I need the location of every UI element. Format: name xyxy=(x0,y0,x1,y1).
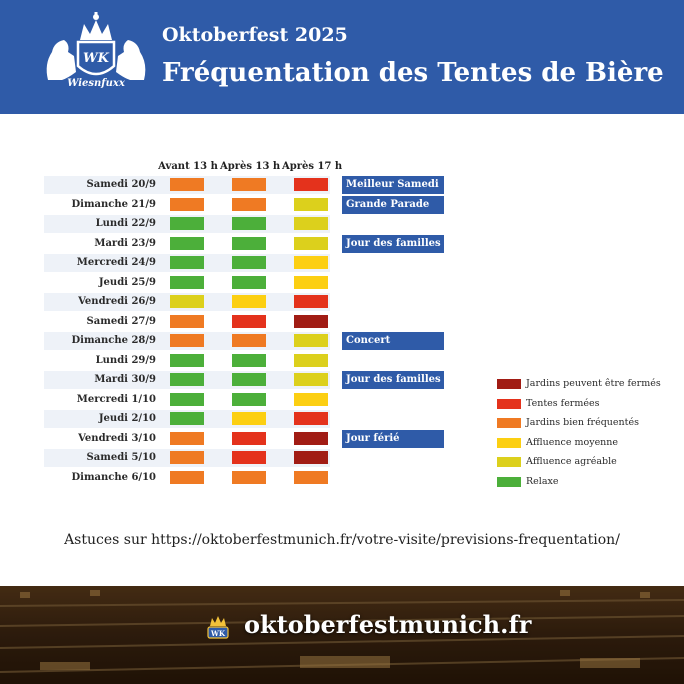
legend-label: Affluence agréable xyxy=(526,456,617,467)
row-date: Samedi 27/9 xyxy=(86,316,156,327)
attendance-cell-affluence-moyenne xyxy=(232,295,266,308)
tips-link-text: Astuces sur https://oktoberfestmunich.fr/votre-visite/previsions-frequentation/ xyxy=(64,532,620,548)
legend-swatch xyxy=(497,418,521,428)
attendance-cell-jardins-fermes xyxy=(294,432,328,445)
header-banner xyxy=(0,0,684,114)
attendance-cell-relaxe xyxy=(170,373,204,386)
logo-text: Wiesnfuxx xyxy=(67,78,125,89)
legend-label: Jardins peuvent être fermés xyxy=(526,378,661,389)
table-row xyxy=(44,313,330,331)
row-date: Lundi 29/9 xyxy=(95,355,156,366)
table-row xyxy=(44,235,330,253)
attendance-cell-relaxe xyxy=(232,237,266,250)
row-date: Dimanche 6/10 xyxy=(71,472,156,483)
legend-label: Relaxe xyxy=(526,476,559,487)
table-row xyxy=(44,469,330,487)
attendance-cell-relaxe xyxy=(232,217,266,230)
attendance-cell-jardins-bien xyxy=(170,432,204,445)
attendance-cell-jardins-bien xyxy=(232,334,266,347)
attendance-cell-relaxe xyxy=(232,354,266,367)
attendance-cell-relaxe xyxy=(170,256,204,269)
row-date: Mercredi 24/9 xyxy=(76,257,156,268)
page-title: Fréquentation des Tentes de Bière xyxy=(162,58,664,88)
legend-swatch xyxy=(497,438,521,448)
attendance-cell-tentes-fermees xyxy=(294,412,328,425)
attendance-cell-affluence-agreable xyxy=(294,217,328,230)
attendance-cell-tentes-fermees xyxy=(232,432,266,445)
site-name[interactable]: oktoberfestmunich.fr xyxy=(244,610,532,639)
attendance-cell-relaxe xyxy=(170,393,204,406)
attendance-cell-affluence-moyenne xyxy=(294,393,328,406)
attendance-cell-tentes-fermees xyxy=(232,315,266,328)
attendance-cell-affluence-moyenne xyxy=(294,276,328,289)
attendance-cell-affluence-agreable xyxy=(294,334,328,347)
attendance-cell-relaxe xyxy=(232,256,266,269)
table-row xyxy=(44,391,330,409)
row-date: Jeudi 2/10 xyxy=(98,413,156,424)
attendance-cell-jardins-bien xyxy=(232,178,266,191)
table-row xyxy=(44,371,330,389)
legend-swatch xyxy=(497,457,521,467)
attendance-cell-relaxe xyxy=(170,237,204,250)
legend-label: Jardins bien fréquentés xyxy=(526,417,639,428)
row-date: Mardi 23/9 xyxy=(94,238,156,249)
legend-swatch xyxy=(497,399,521,409)
attendance-cell-jardins-bien xyxy=(294,471,328,484)
row-date: Samedi 5/10 xyxy=(86,452,156,463)
row-date: Vendredi 3/10 xyxy=(78,433,156,444)
row-date: Mercredi 1/10 xyxy=(76,394,156,405)
legend-swatch xyxy=(497,379,521,389)
attendance-cell-relaxe xyxy=(170,276,204,289)
page-subtitle: Oktoberfest 2025 xyxy=(162,24,348,46)
legend-label: Affluence moyenne xyxy=(526,437,619,448)
row-date: Vendredi 26/9 xyxy=(78,296,156,307)
svg-text:WK: WK xyxy=(211,629,225,638)
table-row xyxy=(44,254,330,272)
attendance-cell-jardins-bien xyxy=(170,451,204,464)
attendance-cell-relaxe xyxy=(232,393,266,406)
table-row xyxy=(44,430,330,448)
attendance-cell-affluence-agreable xyxy=(294,354,328,367)
event-label: Jour férié xyxy=(342,430,444,448)
crown-lions-logo xyxy=(40,10,152,90)
attendance-cell-relaxe xyxy=(170,412,204,425)
event-label: Grande Parade xyxy=(342,196,444,214)
table-row xyxy=(44,176,330,194)
attendance-cell-tentes-fermees xyxy=(232,451,266,464)
table-row xyxy=(44,449,330,467)
row-date: Mardi 30/9 xyxy=(94,374,156,385)
row-date: Dimanche 28/9 xyxy=(71,335,156,346)
event-label: Concert xyxy=(342,332,444,350)
attendance-cell-relaxe xyxy=(170,354,204,367)
table-row xyxy=(44,410,330,428)
attendance-cell-affluence-agreable xyxy=(294,373,328,386)
table-row xyxy=(44,293,330,311)
attendance-cell-affluence-moyenne xyxy=(232,412,266,425)
event-label: Meilleur Samedi xyxy=(342,176,444,194)
attendance-cell-relaxe xyxy=(232,373,266,386)
column-header-apres-13h: Après 13 h xyxy=(220,161,281,172)
row-date: Dimanche 21/9 xyxy=(71,199,156,210)
row-date: Jeudi 25/9 xyxy=(98,277,156,288)
attendance-cell-tentes-fermees xyxy=(294,295,328,308)
svg-text:WK: WK xyxy=(83,51,109,66)
attendance-cell-affluence-moyenne xyxy=(294,256,328,269)
attendance-cell-jardins-bien xyxy=(170,315,204,328)
attendance-cell-affluence-agreable xyxy=(294,237,328,250)
legend-swatch xyxy=(497,477,521,487)
attendance-cell-tentes-fermees xyxy=(294,178,328,191)
attendance-cell-jardins-bien xyxy=(170,471,204,484)
table-row xyxy=(44,332,330,350)
row-date: Samedi 20/9 xyxy=(86,179,156,190)
attendance-cell-relaxe xyxy=(232,276,266,289)
attendance-cell-jardins-bien xyxy=(232,198,266,211)
attendance-cell-relaxe xyxy=(170,217,204,230)
attendance-cell-jardins-bien xyxy=(170,334,204,347)
attendance-cell-jardins-bien xyxy=(170,178,204,191)
table-row xyxy=(44,274,330,292)
attendance-cell-jardins-fermes xyxy=(294,451,328,464)
attendance-cell-affluence-agreable xyxy=(294,198,328,211)
attendance-cell-jardins-bien xyxy=(232,471,266,484)
small-crown-logo xyxy=(200,614,236,642)
attendance-cell-jardins-fermes xyxy=(294,315,328,328)
event-label: Jour des familles xyxy=(342,371,444,389)
row-date: Lundi 22/9 xyxy=(95,218,156,229)
attendance-cell-affluence-agreable xyxy=(170,295,204,308)
legend-label: Tentes fermées xyxy=(526,398,600,409)
event-label: Jour des familles xyxy=(342,235,444,253)
table-row xyxy=(44,352,330,370)
table-row xyxy=(44,215,330,233)
table-row xyxy=(44,196,330,214)
column-header-apres-17h: Après 17 h xyxy=(282,161,343,172)
column-header-avant-13h: Avant 13 h xyxy=(158,161,218,172)
attendance-cell-jardins-bien xyxy=(170,198,204,211)
